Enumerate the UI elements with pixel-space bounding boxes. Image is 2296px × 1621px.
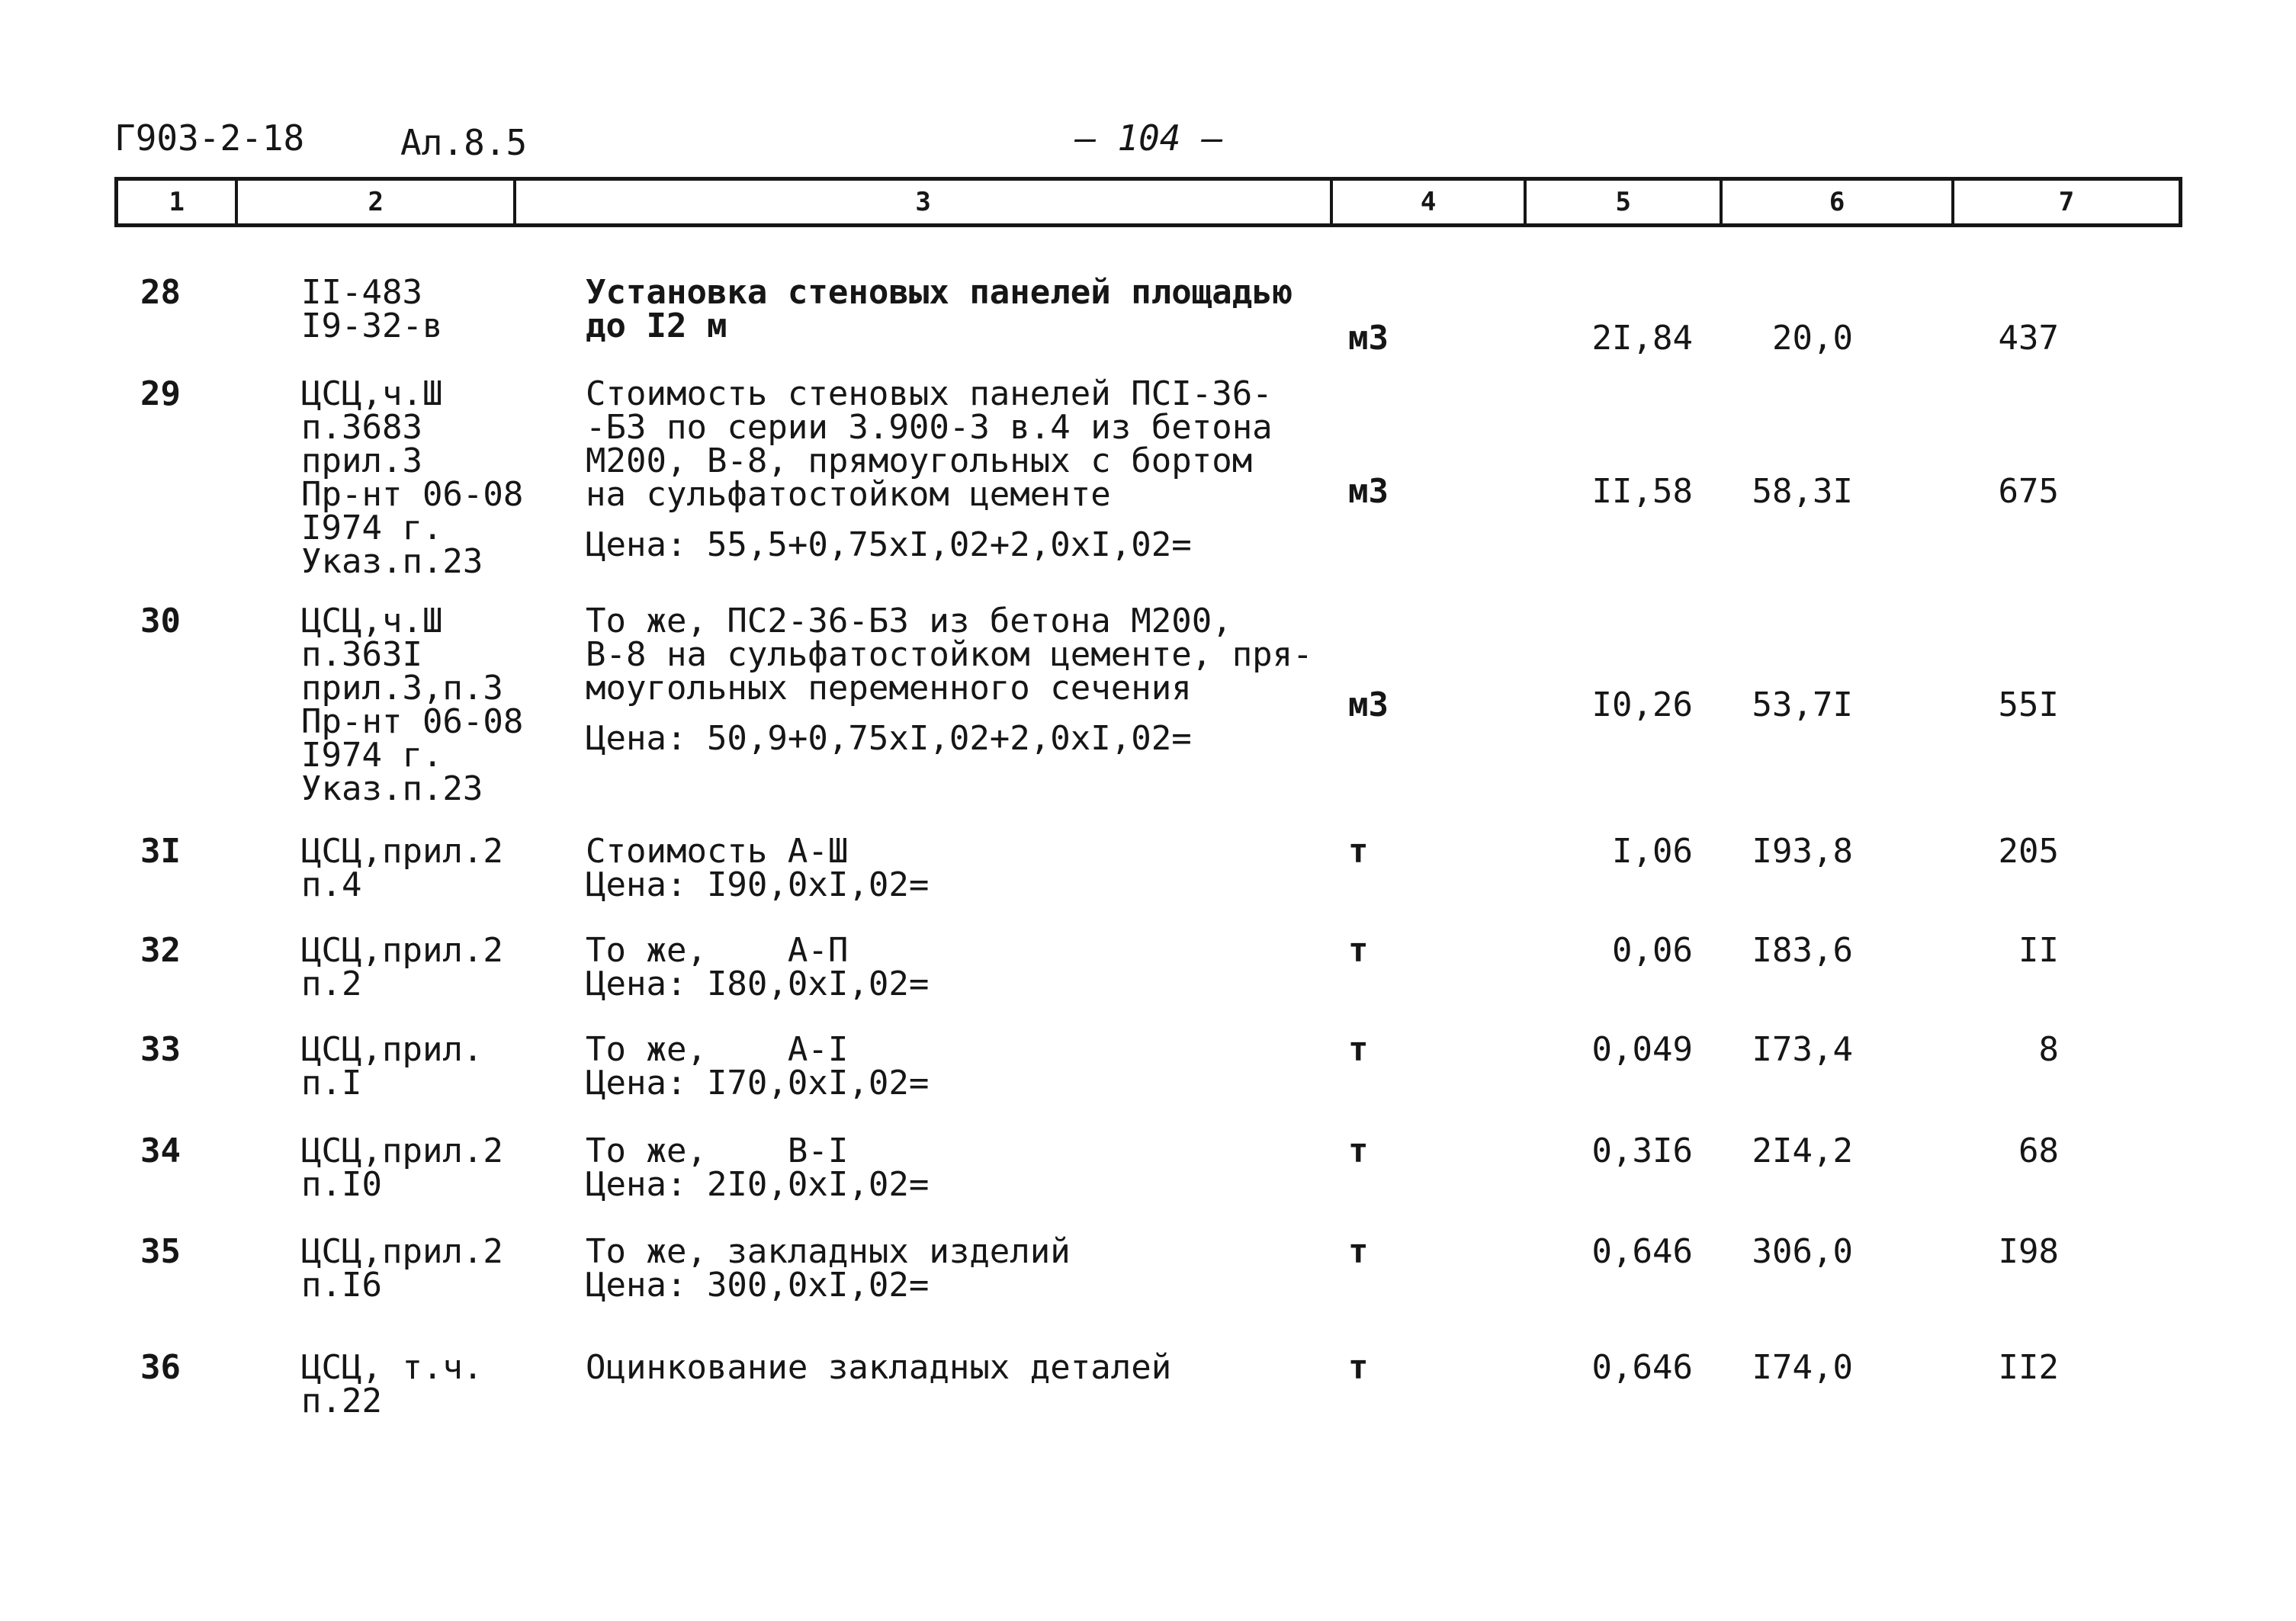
description-line: на сульфатостойком цементе	[586, 475, 1111, 514]
reference-cell	[301, 1131, 503, 1204]
column-header: 2	[238, 181, 516, 223]
album-number: Ал.8.5	[400, 122, 528, 163]
description-cell	[586, 273, 1293, 345]
unit-cell: м3	[1348, 319, 1389, 358]
description-line: Оцинкование закладных деталей	[586, 1348, 1172, 1387]
unit-cell: т	[1348, 1030, 1369, 1069]
column-header: 4	[1333, 181, 1527, 223]
item-number: 3I	[140, 832, 181, 871]
reference-line: ЦСЦ,ч.Ш	[301, 602, 443, 640]
reference-cell	[301, 374, 524, 581]
description-line: Стоимость А-Ш	[586, 832, 849, 871]
unit-price-cell: 2I4,2	[1752, 1131, 1853, 1170]
item-number: 34	[140, 1131, 181, 1170]
description-line: Стоимость стеновых панелей ПСI-36-	[586, 374, 1273, 413]
reference-line: п.363I	[301, 635, 422, 674]
quantity-cell: 2I,84	[1591, 319, 1693, 358]
unit-price-cell: I83,6	[1752, 931, 1853, 970]
unit-price-cell: 53,7I	[1752, 685, 1853, 724]
total-cell: II2	[1998, 1348, 2059, 1387]
unit-cell: т	[1348, 931, 1369, 970]
unit-cell: м3	[1348, 472, 1389, 511]
unit-price-cell: 20,0	[1772, 319, 1853, 358]
description-line: Цена: 2I0,0xI,02=	[586, 1165, 930, 1204]
price-formula: Цена: 50,9+0,75xI,02+2,0xI,02=	[586, 719, 1192, 758]
unit-cell: т	[1348, 1348, 1369, 1387]
description-line: моугольных переменного сечения	[586, 669, 1192, 708]
total-cell: 675	[1998, 472, 2059, 511]
item-number: 28	[140, 273, 181, 312]
document-code: Г903-2-18	[114, 117, 305, 159]
column-header: 1	[118, 181, 238, 223]
unit-price-cell: 306,0	[1752, 1232, 1853, 1271]
description-cell	[586, 1232, 1071, 1305]
item-number: 29	[140, 374, 181, 413]
item-number: 30	[140, 602, 181, 640]
item-number: 32	[140, 931, 181, 970]
description-line: Цена: I70,0xI,02=	[586, 1064, 930, 1103]
reference-line: п.2	[301, 965, 362, 1003]
reference-line: ЦСЦ,прил.2	[301, 931, 503, 970]
description-line: То же, В-I	[586, 1131, 849, 1170]
description-line: То же, ПС2-36-Б3 из бетона М200,	[586, 602, 1232, 640]
unit-cell: т	[1348, 832, 1369, 871]
reference-line: II-483	[301, 273, 422, 312]
reference-line: ЦСЦ,прил.2	[301, 1232, 503, 1271]
total-cell: I98	[1998, 1232, 2059, 1271]
description-line: То же, А-П	[586, 931, 849, 970]
reference-line: ЦСЦ,ч.Ш	[301, 374, 443, 413]
quantity-cell: I,06	[1612, 832, 1693, 871]
reference-cell	[301, 832, 503, 904]
total-cell: 8	[2038, 1030, 2059, 1069]
total-cell: 437	[1998, 319, 2059, 358]
total-cell: 205	[1998, 832, 2059, 871]
column-header: 7	[2058, 187, 2075, 217]
quantity-cell: 0,646	[1591, 1348, 1693, 1387]
reference-line: п.3683	[301, 408, 422, 447]
column-header: 5	[1527, 181, 1723, 223]
description-line: То же, А-I	[586, 1030, 849, 1069]
item-number: 33	[140, 1030, 181, 1069]
reference-line: прил.3	[301, 441, 422, 480]
description-cell	[586, 931, 930, 1003]
unit-price-cell: 58,3I	[1752, 472, 1853, 511]
unit-cell: т	[1348, 1232, 1369, 1271]
reference-line: ЦСЦ,прил.	[301, 1030, 483, 1069]
reference-line: п.4	[301, 865, 362, 904]
reference-line: I974 г.	[301, 509, 443, 547]
quantity-cell: II,58	[1591, 472, 1693, 511]
reference-line: Указ.п.23	[301, 542, 483, 581]
reference-line: ЦСЦ, т.ч.	[301, 1348, 483, 1387]
reference-line: п.22	[301, 1382, 382, 1420]
unit-price-cell: I74,0	[1752, 1348, 1853, 1387]
reference-line: прил.3,п.3	[301, 669, 503, 708]
reference-line: I974 г.	[301, 736, 443, 775]
price-formula: Цена: 55,5+0,75xI,02+2,0xI,02=	[586, 525, 1192, 564]
quantity-cell: 0,06	[1612, 931, 1693, 970]
description-line: до I2 м	[586, 307, 727, 345]
description-line: Цена: 300,0xI,02=	[586, 1266, 930, 1305]
reference-cell	[301, 1348, 483, 1420]
reference-cell	[301, 931, 503, 1003]
unit-cell: т	[1348, 1131, 1369, 1170]
description-line: М200, В-8, прямоугольных с бортом	[586, 441, 1253, 480]
quantity-cell: 0,3I6	[1591, 1131, 1693, 1170]
quantity-cell: 0,646	[1591, 1232, 1693, 1271]
description-cell	[586, 374, 1273, 564]
reference-cell	[301, 273, 443, 345]
total-cell: 55I	[1998, 685, 2059, 724]
item-number: 35	[140, 1232, 181, 1271]
description-cell	[586, 1030, 930, 1103]
description-cell	[586, 1348, 1172, 1387]
reference-line: Пр-нт 06-08	[301, 475, 524, 514]
unit-cell: м3	[1348, 685, 1389, 724]
description-line: -Б3 по серии 3.900-3 в.4 из бетона	[586, 408, 1273, 447]
description-cell	[586, 1131, 930, 1204]
description-line: Цена: I90,0xI,02=	[586, 865, 930, 904]
quantity-cell: 0,049	[1591, 1030, 1693, 1069]
unit-price-cell: I93,8	[1752, 832, 1853, 871]
reference-line: Пр-нт 06-08	[301, 702, 524, 741]
reference-cell	[301, 602, 524, 808]
reference-cell	[301, 1030, 483, 1103]
description-line: То же, закладных изделий	[586, 1232, 1071, 1271]
reference-line: Указ.п.23	[301, 769, 483, 808]
item-number: 36	[140, 1348, 181, 1387]
description-line: В-8 на сульфатостойком цементе, пря-	[586, 635, 1313, 674]
total-cell: II	[2018, 931, 2059, 970]
reference-line: ЦСЦ,прил.2	[301, 1131, 503, 1170]
page-number: — 104 —	[1075, 117, 1223, 159]
description-line: Установка стеновых панелей площадью	[586, 273, 1293, 312]
column-header: 3	[516, 181, 1333, 223]
unit-price-cell: I73,4	[1752, 1030, 1853, 1069]
total-cell: 68	[2018, 1131, 2059, 1170]
quantity-cell: I0,26	[1591, 685, 1693, 724]
description-cell	[586, 602, 1313, 758]
reference-line: п.I	[301, 1064, 362, 1103]
description-line: Цена: I80,0xI,02=	[586, 965, 930, 1003]
reference-line: I9-32-в	[301, 307, 443, 345]
column-header: 6	[1723, 181, 1954, 223]
reference-line: ЦСЦ,прил.2	[301, 832, 503, 871]
reference-cell	[301, 1232, 503, 1305]
reference-line: п.I6	[301, 1266, 382, 1305]
reference-line: п.I0	[301, 1165, 382, 1204]
description-cell	[586, 832, 930, 904]
